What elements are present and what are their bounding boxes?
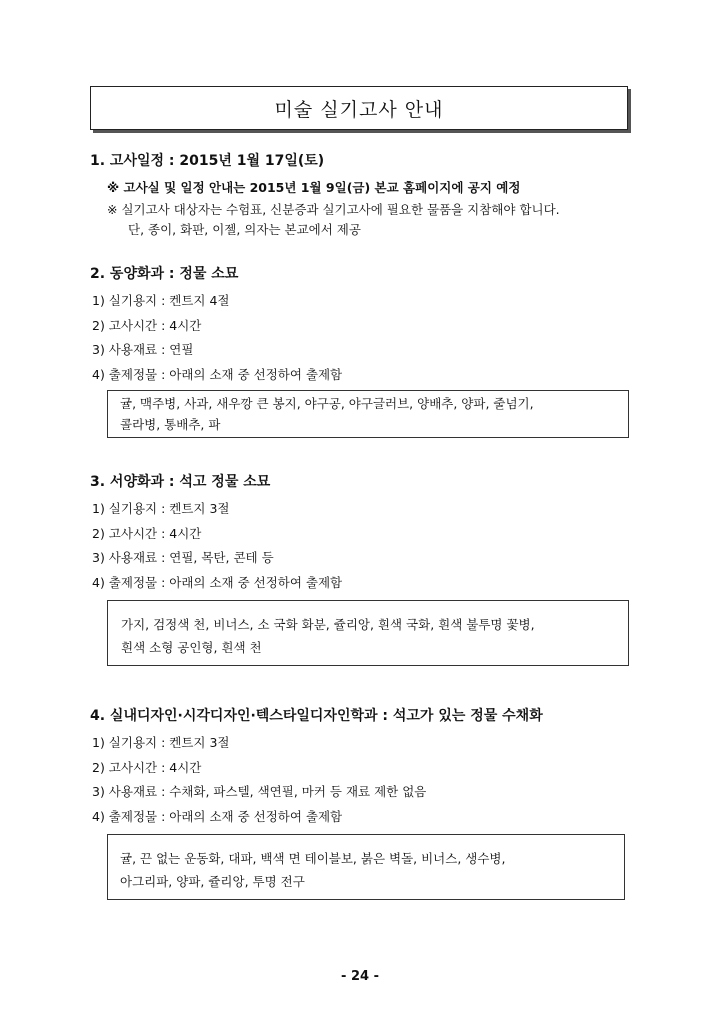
section3-box-line2: 흰색 소형 공인형, 흰색 천	[121, 640, 262, 655]
section4-box-line2: 아그리파, 양파, 쥴리앙, 투명 전구	[120, 874, 305, 889]
page-title: 미술 실기고사 안내	[90, 86, 628, 130]
section2-item-paper: 1) 실기용지 : 켄트지 4절	[92, 293, 230, 308]
section3-heading: 3. 서양화과 : 석고 정물 소묘	[90, 474, 271, 490]
section1-note-schedule: ※ 고사실 및 일정 안내는 2015년 1월 9일(금) 본교 홈페이지에 공지 예정	[107, 180, 521, 195]
section4-item-material: 3) 사용재료 : 수채화, 파스텔, 색연필, 마커 등 재료 제한 없음	[92, 784, 427, 799]
section4-item-subject: 4) 출제정물 : 아래의 소재 중 선정하여 출제함	[92, 809, 343, 824]
section3-item-paper: 1) 실기용지 : 켄트지 3절	[92, 501, 230, 516]
section3-item-subject: 4) 출제정물 : 아래의 소재 중 선정하여 출제함	[92, 575, 343, 590]
section4-subject-box	[107, 834, 625, 900]
section2-box-line1: 귤, 맥주병, 사과, 새우깡 큰 봉지, 야구공, 야구글러브, 양배추, 양파, 줄넘기,	[120, 396, 534, 411]
page-number: - 24 -	[341, 969, 379, 984]
section4-heading: 4. 실내디자인·시각디자인·텍스타일디자인학과 : 석고가 있는 정물 수채화	[90, 708, 543, 724]
section4-item-time: 2) 고사시간 : 4시간	[92, 760, 202, 775]
section2-item-time: 2) 고사시간 : 4시간	[92, 318, 202, 333]
section2-subject-box	[107, 390, 629, 438]
section4-box-line1: 귤, 끈 없는 운동화, 대파, 백색 면 테이블보, 붉은 벽돌, 비너스, 생수병,	[120, 851, 506, 866]
section1-note-continued: 단, 종이, 화판, 이젤, 의자는 본교에서 제공	[128, 222, 361, 237]
section2-item-subject: 4) 출제정물 : 아래의 소재 중 선정하여 출제함	[92, 367, 343, 382]
section2-heading: 2. 동양화과 : 정물 소묘	[90, 266, 239, 282]
section3-item-time: 2) 고사시간 : 4시간	[92, 526, 202, 541]
section2-item-material: 3) 사용재료 : 연필	[92, 342, 194, 357]
section3-subject-box	[107, 600, 629, 666]
section3-item-material: 3) 사용재료 : 연필, 목탄, 콘테 등	[92, 550, 274, 565]
section1-heading: 1. 고사일정 : 2015년 1월 17일(토)	[90, 153, 325, 169]
section4-item-paper: 1) 실기용지 : 켄트지 3절	[92, 735, 230, 750]
section3-box-line1: 가지, 검정색 천, 비너스, 소 국화 화분, 쥴리앙, 흰색 국화, 흰색 불투명 꽃병,	[121, 617, 535, 632]
section2-box-line2: 콜라병, 통배추, 파	[120, 417, 221, 432]
section1-note-items: ※ 실기고사 대상자는 수험표, 신분증과 실기고사에 필요한 물품을 지참해야 합니다.	[107, 202, 560, 217]
